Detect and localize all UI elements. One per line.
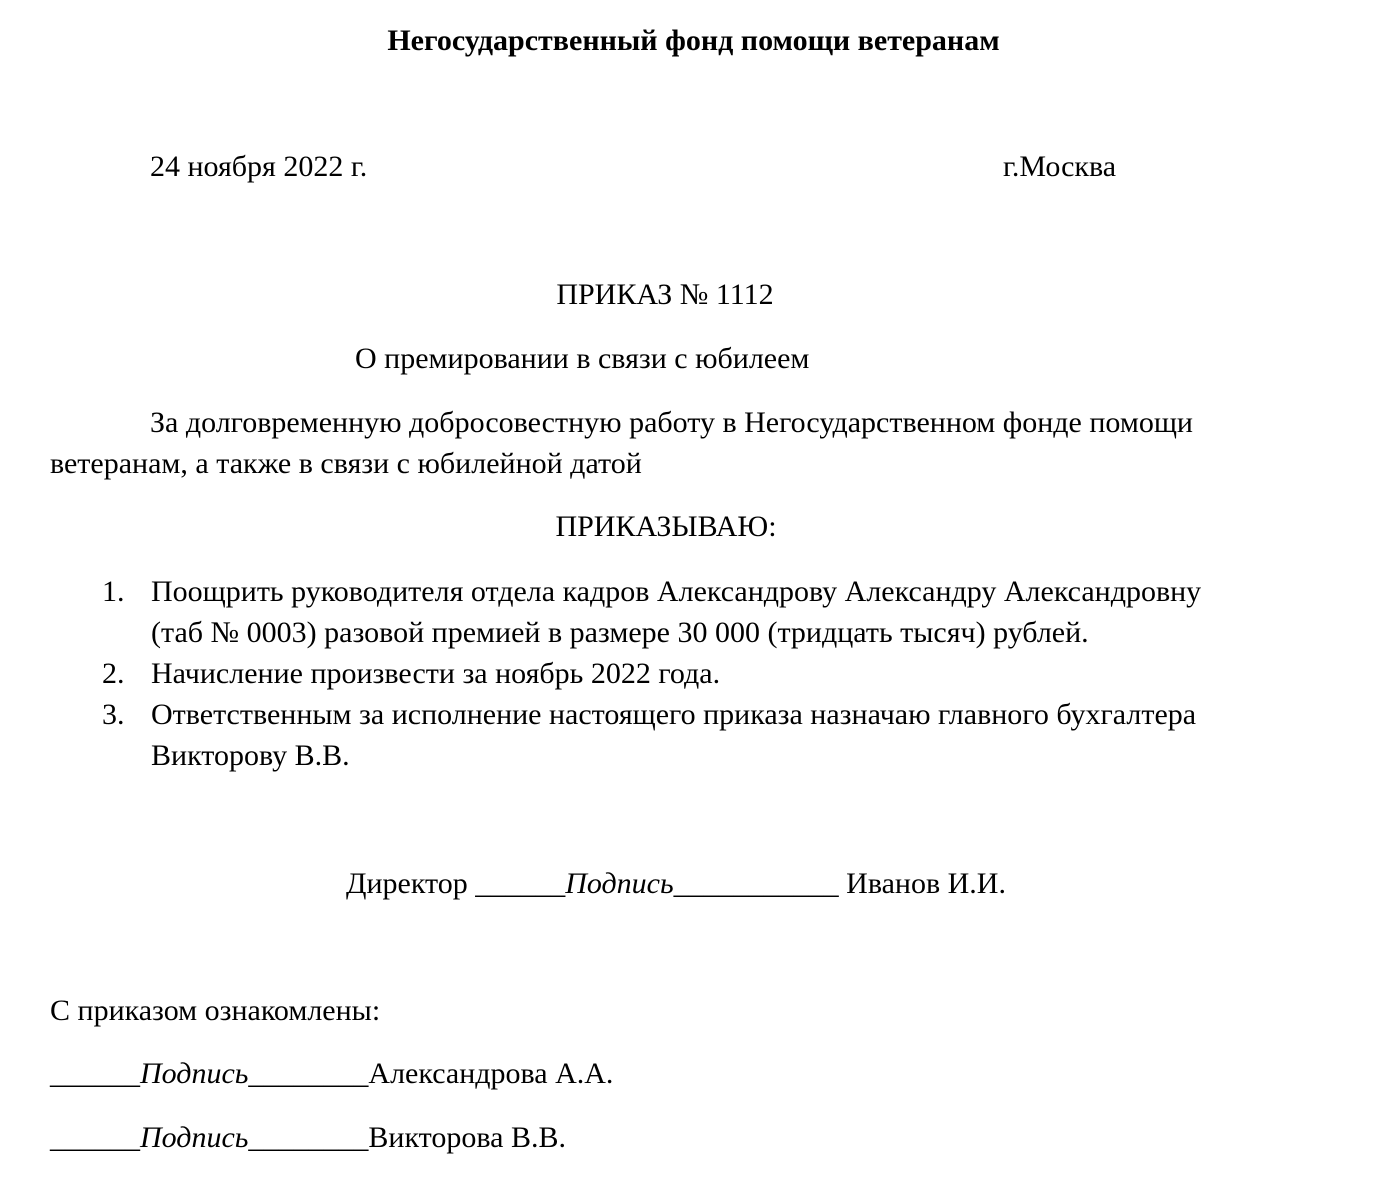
director-signature-line — [346, 869, 1006, 899]
list-item-text: Викторову В.В. — [151, 739, 350, 772]
list-item-text: Поощрить руководителя отдела кадров Александрову Александру Александровну — [151, 575, 1202, 608]
list-item-text: (таб № 0003) разовой премией в размере 30 000 (тридцать тысяч) рублей. — [151, 616, 1089, 649]
order-title: ПРИКАЗ № 1112 — [556, 278, 774, 311]
order-verb: ПРИКАЗЫВАЮ: — [555, 510, 777, 543]
list-item-number: 1. — [102, 575, 125, 608]
director-name: Иванов И.И. — [846, 867, 1006, 900]
employee-name: Викторова В.В. — [368, 1121, 566, 1154]
acknowledgement-title: С приказом ознакомлены: — [50, 994, 381, 1027]
director-position: Директор — [346, 867, 468, 900]
preamble-line-1: За долговременную добросовестную работу в Негосударственном фонде помощи — [150, 406, 1193, 439]
order-subject: О премировании в связи с юбилеем — [355, 342, 810, 375]
acknowledgement-signature-line — [50, 1123, 566, 1153]
signature-underline: ________ — [248, 1121, 369, 1154]
order-date: 24 ноября 2022 г. — [150, 150, 368, 183]
employee-signature: Подпись — [140, 1121, 249, 1154]
employee-signature: Подпись — [140, 1057, 249, 1090]
order-city: г.Москва — [1003, 150, 1117, 183]
list-item-number: 3. — [102, 698, 125, 731]
list-item-text: Начисление произвести за ноябрь 2022 года. — [151, 657, 721, 690]
employee-name: Александрова А.А. — [368, 1057, 614, 1090]
preamble-line-2: ветеранам, а также в связи с юбилейной датой — [50, 447, 642, 480]
acknowledgement-signature-line — [50, 1059, 613, 1089]
signature-underline: ______ — [475, 867, 566, 900]
list-item-number: 2. — [102, 657, 125, 690]
director-signature: Подпись — [565, 867, 674, 900]
signature-underline: ______ — [50, 1121, 140, 1154]
list-item-text: Ответственным за исполнение настоящего приказа назначаю главного бухгалтера — [151, 698, 1197, 731]
organization-name: Негосударственный фонд помощи ветеранам — [387, 24, 1000, 57]
signature-underline: ________ — [248, 1057, 369, 1090]
signature-underline: ______ — [50, 1057, 140, 1090]
signature-underline: ___________ — [673, 867, 839, 900]
